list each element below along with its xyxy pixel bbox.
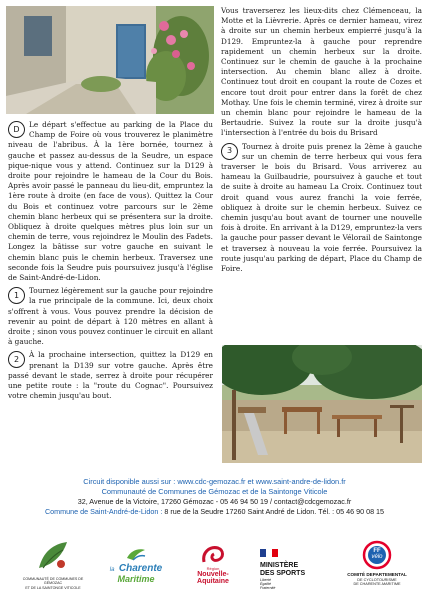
comite-line2: DE CYCLOTOURISME: [357, 577, 397, 582]
french-flag-icon: [260, 549, 278, 557]
village-street-photo: [6, 6, 214, 114]
cdc-leaf-icon: [33, 538, 73, 572]
liberte-word: Liberté: [260, 578, 271, 582]
ministere-word: MINISTÈRE: [260, 562, 299, 569]
paragraph-step-2: [8, 350, 213, 401]
velo-text: vélo: [371, 554, 383, 560]
left-text-column: [8, 120, 213, 404]
paragraph-step-3-text: Tournez à droite puis prenez la 2ème à gauche sur un chemin de terre herbeux qui vous fera traverser le bois du Brisard. Vous arriverez au hameau la Guilbaudrie, poursuivez à gauche et tout de suite à droite au hameau La Croix. Continuez tout droit quand vous aurez franchi la voie ferrée, obliquez à droite sur le chemin herbeux. Suivez ce chemin jusqu'au bout avant de tourner une nouvelle fois à droite. En arrivant à la D129, empruntez-la vers la gauche pour passer devant le Vélorail de Saintonge et traversez à nouveau la voie ferrée. Poursuivez la route jusqu'au parking de départ, Place du Champ de Foire.: [221, 141, 422, 274]
fraternite-word: Fraternité: [260, 586, 276, 591]
cdc-gemozac-logo: [14, 538, 92, 590]
community-name: Communauté de Communes de Gémozac et de la Saintonge Viticole: [101, 487, 328, 496]
cdc-subcaption: ET DE LA SAINTONGE VITICOLE: [25, 585, 81, 590]
maritime-word: Maritime: [117, 574, 155, 584]
step-badge-3: 3: [221, 143, 238, 160]
charente-maritime-logo: [103, 546, 169, 584]
paragraph-start: [8, 120, 213, 283]
nouvelle-word: Nouvelle-: [197, 571, 229, 578]
ffvelo-badge: [362, 540, 392, 570]
playground-photo: [222, 345, 422, 463]
comite-line3: DE CHARENTE-MARITIME: [353, 582, 401, 587]
paragraph-step-2-text: À la prochaine intersection, quittez la D129 en prenant la D139 sur votre gauche. Après être passé devant le stade, serrez à droite pour récupérer une petite route : la "route du Cognac". Poursuivez votre chemin jusqu'au bout.: [8, 350, 213, 401]
region-word: Région: [206, 566, 220, 571]
paragraph-step-1: [8, 286, 213, 347]
comite-line1: COMITÉ DEPARTEMENTAL: [347, 572, 407, 577]
cdc-caption: COMMUNAUTÉ DE COMMUNES DE GÉMOZAC: [22, 577, 84, 586]
playground-illustration: [222, 345, 422, 463]
comite-cyclotourisme-logo: [336, 540, 418, 587]
nouvelle-aquitaine-logo: [188, 544, 238, 585]
partner-logos: [0, 538, 429, 596]
step-badge-d: D: [8, 121, 25, 138]
step-badge-2: 2: [8, 351, 25, 368]
right-text-column: [221, 6, 422, 277]
aquitaine-swirl-icon: [200, 544, 226, 566]
footer-info: [0, 477, 429, 517]
commune-text: 8 rue de la Seudre 17260 Saint André de Lidon. Tél. : 05 46 90 08 15: [162, 507, 385, 516]
paragraph-step-1-text: Tournez légèrement sur la gauche pour rejoindre la rue principale de la commune. Ici, deux choix s'offrent à vous. Vous pouvez prendre la décision de revenir au point de départ à 120 mètres en allant à droite ; sinon vous pouvez continuer le circuit en allant à gauche.: [8, 286, 213, 347]
sports-word: DES SPORTS: [260, 570, 306, 577]
paragraph-start-text: Le départ s'effectue au parking de la Place du Champ de Foire où vous trouverez le planimètre niveau de l'abribus. À la 1ère bornée, tournez à gauche et passez au-dessus de la Seudre, un espace pique-nique vous y attend. Continuez sur la D129 à droite pour rejoindre le hameau de la Cour du Bois. Après avoir passé le panneau du lieu-dit, empruntez la 1ère route à droite (en face de vous). Quittez la Cour du Bois et continuez votre parcours sur le 2ème chemin blanc herbeux qui se présentera sur la droite. Obliquez à droite quelques mètres plus loin sur un chemin de terre, vous rejoindrez le Moulin des Fadets. Longez la bâtisse sur votre gauche en suivant le chemin blanc puis le chemin herbeux. Traversez une seconde fois la Seudre puis poursuivez jusqu'à l'église de Saint-André-de-Lidon.: [8, 120, 213, 283]
paragraph-continuation: [221, 6, 422, 139]
paragraph-step-3: [221, 142, 422, 275]
commune-label: Commune de Saint-André-de-Lidon :: [44, 507, 163, 516]
charente-word: Charente: [118, 563, 163, 574]
charente-prefix: la: [109, 567, 115, 573]
ministere-sports-logo: [260, 544, 310, 591]
community-address: 32, Avenue de la Victoire, 17260 Gémozac - 05 46 94 50 19 / contact@cdcgemozac.fr: [77, 497, 352, 506]
egalite-word: Égalité: [260, 582, 271, 587]
step-badge-1: 1: [8, 287, 25, 304]
ff-text: FF: [373, 548, 381, 554]
commune-address: [0, 507, 429, 517]
charente-bird-icon: [125, 546, 147, 562]
website-line[interactable]: Circuit disponible aussi sur : www.cdc-gemozac.fr et www.saint-andre-de-lidon.fr: [83, 477, 346, 486]
aquitaine-word: Aquitaine: [197, 578, 229, 585]
village-street-illustration: [6, 6, 214, 114]
paragraph-continuation-text: Vous traverserez les lieux-dits chez Clémenceau, la Motte et la Lièvrerie. Après ce dernier hameau, virez à droite sur un chemin herbeux empierré jusqu'à la D129. Empruntez-la à gauche pour reprendre rapidement un chemin herbeux sur la droite. Continuez sur le chemin de gauche à la prochaine intersection. Au chemin blanc allez à droite. Continuez tout droit en coupant la route de Cozes et encore tout droit pour entrer dans la forêt de chez Mothay. Une fois le chemin terminé, virez à droite sur un chemin blanc pour rejoindre le hameau de la Bertaudrie. Suivez la route sur la droite jusqu'à l'intersection à l'entrée du bois du Brisard: [221, 6, 422, 138]
